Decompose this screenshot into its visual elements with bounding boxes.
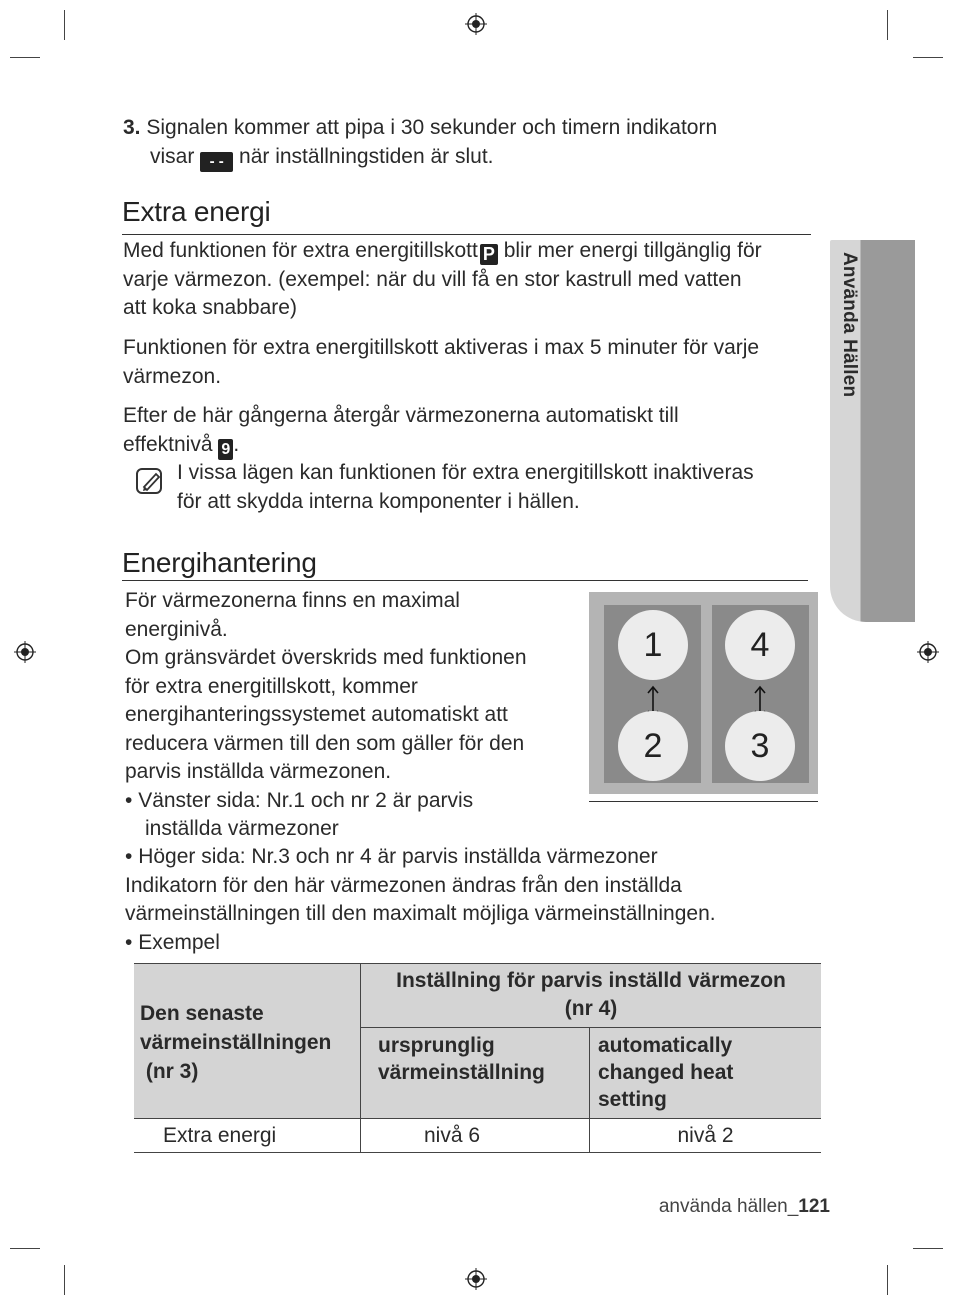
energihantering-paragraph	[125, 587, 585, 844]
text-line: Inställning för parvis inställd värmezon	[396, 969, 786, 992]
text-line: reducera värmen till den som gäller för den	[125, 731, 525, 755]
example-table	[134, 963, 821, 1153]
heading-rule	[122, 580, 808, 581]
table-cell: nivå 2	[590, 1119, 822, 1153]
right-zone-pair	[712, 605, 809, 783]
text-line: changed heat	[598, 1061, 734, 1084]
bullet-item: • Höger sida: Nr.3 och nr 4 är parvis inställda värmezoner	[125, 843, 825, 872]
zone-1-circle: 1	[618, 610, 688, 680]
bullet-item: • Exempel	[125, 929, 825, 958]
table-cell: Extra energi	[134, 1119, 361, 1153]
table-header-cell	[590, 1028, 822, 1119]
text-line: värmezon.	[123, 364, 222, 388]
table-header-cell	[361, 1028, 590, 1119]
step-3	[123, 114, 823, 172]
text-run: Med funktionen för extra energitillskott	[123, 239, 478, 262]
text-line: I vissa lägen kan funktionen för extra energitillskott inaktiveras	[177, 461, 754, 484]
step-text-line1: Signalen kommer att pipa i 30 sekunder och timern indikatorn	[146, 116, 718, 139]
text-line: för att skydda interna komponenter i hällen.	[177, 489, 580, 513]
step-number: 3.	[123, 116, 141, 139]
text-line: varje värmezon. (exempel: när du vill få en stor kastrull med vatten	[123, 267, 742, 291]
text-run: effektnivå	[123, 432, 213, 456]
zone-3-circle: 3	[725, 711, 795, 781]
text-line: värmeinställning	[378, 1061, 545, 1084]
diagram-rule	[589, 801, 818, 802]
text-line: setting	[598, 1088, 667, 1111]
text-line: parvis inställda värmezonen.	[125, 760, 392, 783]
text-line: Indikatorn för den här värmezonen ändras från den inställda	[125, 873, 682, 897]
bullet-item: • Vänster sida: Nr.1 och nr 2 är parvis	[125, 787, 585, 816]
extra-energi-paragraph-2	[123, 334, 843, 391]
text-line: (nr 3)	[140, 1059, 199, 1083]
footer-text: använda hällen_	[658, 1196, 799, 1217]
chapter-side-tab-label: Använda Hällen	[839, 252, 860, 398]
registration-mark-icon	[14, 641, 36, 663]
level-9-display-icon: 9	[218, 439, 233, 460]
crop-mark	[64, 1265, 65, 1295]
crop-mark	[64, 10, 65, 40]
registration-mark-icon	[917, 641, 939, 663]
zone-2-circle: 2	[618, 711, 688, 781]
text-line: energinivå.	[125, 617, 228, 641]
text-line: Efter de här gångerna återgår värmezonerna automatiskt till	[123, 404, 679, 427]
crop-mark	[887, 10, 888, 40]
text-line: (nr 4)	[564, 997, 618, 1020]
text-line: ursprunglig	[378, 1034, 495, 1057]
table-header-cell	[134, 964, 361, 1119]
left-zone-pair	[604, 605, 701, 783]
text-line: att koka snabbare)	[123, 296, 297, 319]
cooktop-zone-diagram	[589, 592, 818, 794]
text-run: .	[233, 432, 240, 456]
text-line: värmeinställningen till den maximalt möjliga värmeinställningen.	[125, 902, 716, 925]
text-line: energihanteringssystemet automatiskt att	[125, 703, 508, 726]
section-heading-energihantering: Energihantering	[122, 547, 317, 578]
extra-energi-paragraph-1	[123, 237, 843, 323]
text-line: För värmezonerna finns en maximal	[125, 589, 460, 612]
table-header-row	[134, 964, 821, 1028]
crop-mark	[913, 57, 943, 58]
page-number: 121	[798, 1196, 830, 1217]
crop-mark	[887, 1265, 888, 1295]
text-line: för extra energitillskott, kommer	[125, 674, 418, 698]
text-line: Funktionen för extra energitillskott aktiveras i max 5 minuter för varje	[123, 336, 760, 359]
power-boost-p-icon: P	[480, 244, 498, 265]
extra-energi-paragraph-3	[123, 402, 843, 460]
table-group-header-cell	[361, 964, 822, 1028]
text-line: automatically	[598, 1034, 733, 1057]
timer-display-icon: - -	[200, 152, 233, 172]
text-run: blir mer energi tillgänglig för	[503, 239, 762, 262]
note-pencil-icon	[134, 465, 166, 497]
text-line: inställda värmezoner	[145, 817, 339, 840]
step-text-line2-post: när inställningstiden är slut.	[239, 144, 494, 168]
energihantering-continued	[125, 843, 825, 957]
crop-mark	[10, 57, 40, 58]
table-row	[134, 1119, 821, 1153]
page-footer	[600, 1196, 830, 1218]
text-line: värmeinställningen	[140, 1030, 332, 1054]
crop-mark	[10, 1248, 40, 1249]
text-line: Den senaste	[140, 1001, 264, 1025]
crop-mark	[913, 1248, 943, 1249]
zone-4-circle: 4	[725, 610, 795, 680]
heading-rule	[122, 234, 811, 235]
table-cell: nivå 6	[361, 1119, 590, 1153]
text-line: Om gränsvärdet överskrids med funktionen	[125, 646, 527, 669]
section-heading-extra-energi: Extra energi	[122, 196, 271, 227]
registration-mark-icon	[465, 1268, 487, 1290]
registration-mark-icon	[465, 13, 487, 35]
step-text-line2-pre: visar	[150, 144, 195, 168]
note-text	[177, 459, 827, 516]
